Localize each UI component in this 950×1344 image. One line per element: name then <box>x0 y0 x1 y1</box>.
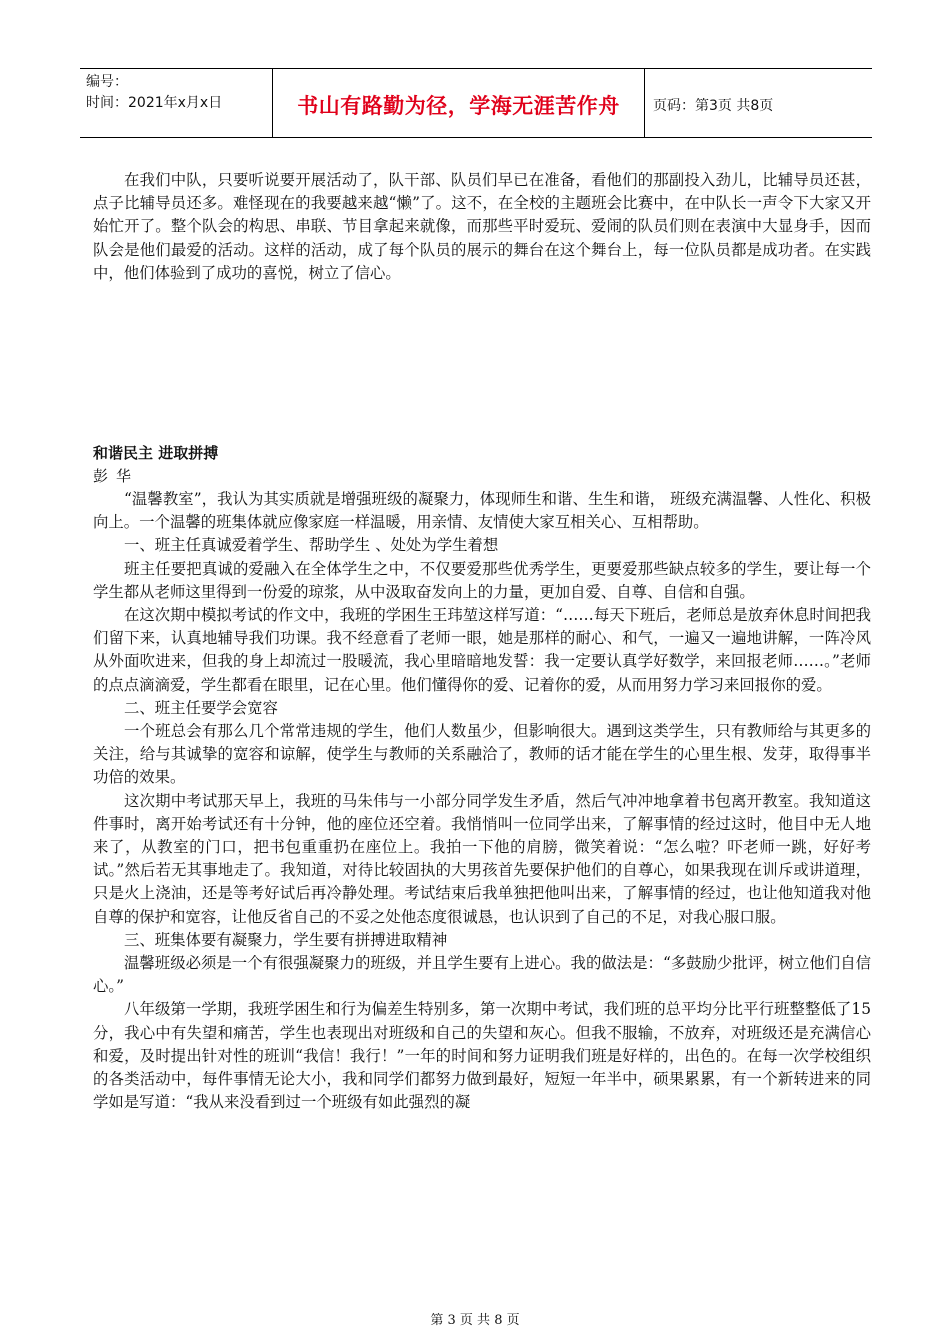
article-paragraph: 温馨班级必须是一个有很强凝聚力的班级，并且学生要有上进心。我的做法是：“多鼓励少批评，树立他们自信心。” <box>93 954 871 996</box>
page-footer: 第 3 页 共 8 页 <box>430 1313 520 1328</box>
article-paragraph: 八年级第一学期，我班学困生和行为偏差生特别多，第一次期中考试，我们班的总平均分比平行班整整低了15分，我心中有失望和痛苦，学生也表现出对班级和自己的失望和灰心。但我不服输，不放弃，对班级还是充满信心和爱，及时提出针对性的班训“我信！我行！”一年的时间和努力证明我们班是好样的，出色的。在每一次学校组织的各类活动中，每件事情无论大小，我和同学们都努力做到最好，短短一年半中，硕果累累，有一个新转进来的同学如是写道：“我从来没看到过一个班级有如此强烈的凝 <box>93 1000 871 1112</box>
section-heading: 三、班集体要有凝聚力，学生要有拼搏进取精神 <box>124 930 448 949</box>
article-paragraph: 在这次期中模拟考试的作文中，我班的学困生王玮堃这样写道：“……每天下班后，老师总是放弃休息时间把我们留下来，认真地辅导我们功课。我不经意看了老师一眼，她是那样的耐心、和气，一遍又一遍地讲解，一阵冷风从外面吹进来，但我的身上却流过一股暖流，我心里暗暗地发誓：我一定要认真学好数学，来回报老师……。”老师的点点滴滴爱，学生都看在眼里，记在心里。他们懂得你的爱、记着你的爱，从而用努力学习来回报你的爱。 <box>93 606 871 694</box>
header-page-number: 页码：第3页 共8页 <box>653 98 774 114</box>
article-section <box>93 441 871 1114</box>
article-title: 和谐民主 进取拼搏 <box>93 444 219 462</box>
article-paragraph: “温馨教室”，我认为其实质就是增强班级的凝聚力，体现师生和谐、生生和谐， 班级充满温馨、人性化、积极向上。一个温馨的班集体就应像家庭一样温暖，用亲情、友情使大家互相关心、互相帮助。 <box>93 490 871 532</box>
article-paragraph: 班主任要把真诚的爱融入在全体学生之中，不仅要爱那些优秀学生，更要爱那些缺点较多的学生，要让每一个学生都从老师这里得到一份爱的琼浆，从中汲取奋发向上的力量，更加自爱、自尊、自信和自强。 <box>93 559 871 601</box>
section-heading: 一、班主任真诚爱着学生、帮助学生 、处处为学生着想 <box>124 536 499 555</box>
header-motto: 书山有路勤为径，学海无涯苦作舟 <box>273 69 645 137</box>
header-meta <box>80 69 273 137</box>
intro-section <box>93 169 871 285</box>
intro-paragraph: 在我们中队，只要听说要开展活动了，队干部、队员们早已在准备，看他们的那副投入劲儿，比辅导员还甚，点子比辅导员还多。难怪现在的我要越来越“懒”了。这不，在全校的主题班会比赛中，在中队长一声令下大家又开始忙开了。整个队会的构思、串联、节目拿起来就像，而那些平时爱玩、爱闹的队员们则在表演中大显身手，因而队会是他们最爱的活动。这样的活动，成了每个队员的展示的舞台在这个舞台上，每一位队员都是成功者。在实践中，他们体验到了成功的喜悦，树立了信心。 <box>93 171 871 282</box>
document-date-label: 时间：2021年x月x日 <box>86 95 223 111</box>
document-number-label: 编号： <box>86 74 128 90</box>
section-heading: 二、班主任要学会宽容 <box>124 698 278 717</box>
page-header <box>80 68 872 138</box>
article-paragraph: 一个班总会有那么几个常常违规的学生，他们人数虽少，但影响很大。遇到这类学生，只有教师给与其更多的关注，给与其诚挚的宽容和谅解，使学生与教师的关系融洽了，教师的话才能在学生的心里生根、发芽，取得事半功倍的效果。 <box>93 722 871 787</box>
article-paragraph: 这次期中考试那天早上，我班的马朱伟与一小部分同学发生矛盾，然后气冲冲地拿着书包离开教室。我知道这件事时，离开始考试还有十分钟，他的座位还空着。我悄悄叫一位同学出来，了解事情的经过这时，他目中无人地来了，从教室的门口，把书包重重扔在座位上。我拍一下他的肩膀，微笑着说：“怎么啦？吓老师一跳，好好考试。”然后若无其事地走了。我知道，对待比较固执的大男孩首先要保护他们的自尊心，如果我现在训斥或讲道理，只是火上浇油，还是等考好试后再冷静处理。考试结束后我单独把他叫出来，了解事情的经过，也让他知道我对他自尊的保护和宽容，让他反省自己的不妥之处他态度很诚恳，也认识到了自己的不足，对我心服口服。 <box>93 791 871 926</box>
article-author: 彭华 <box>93 467 140 485</box>
